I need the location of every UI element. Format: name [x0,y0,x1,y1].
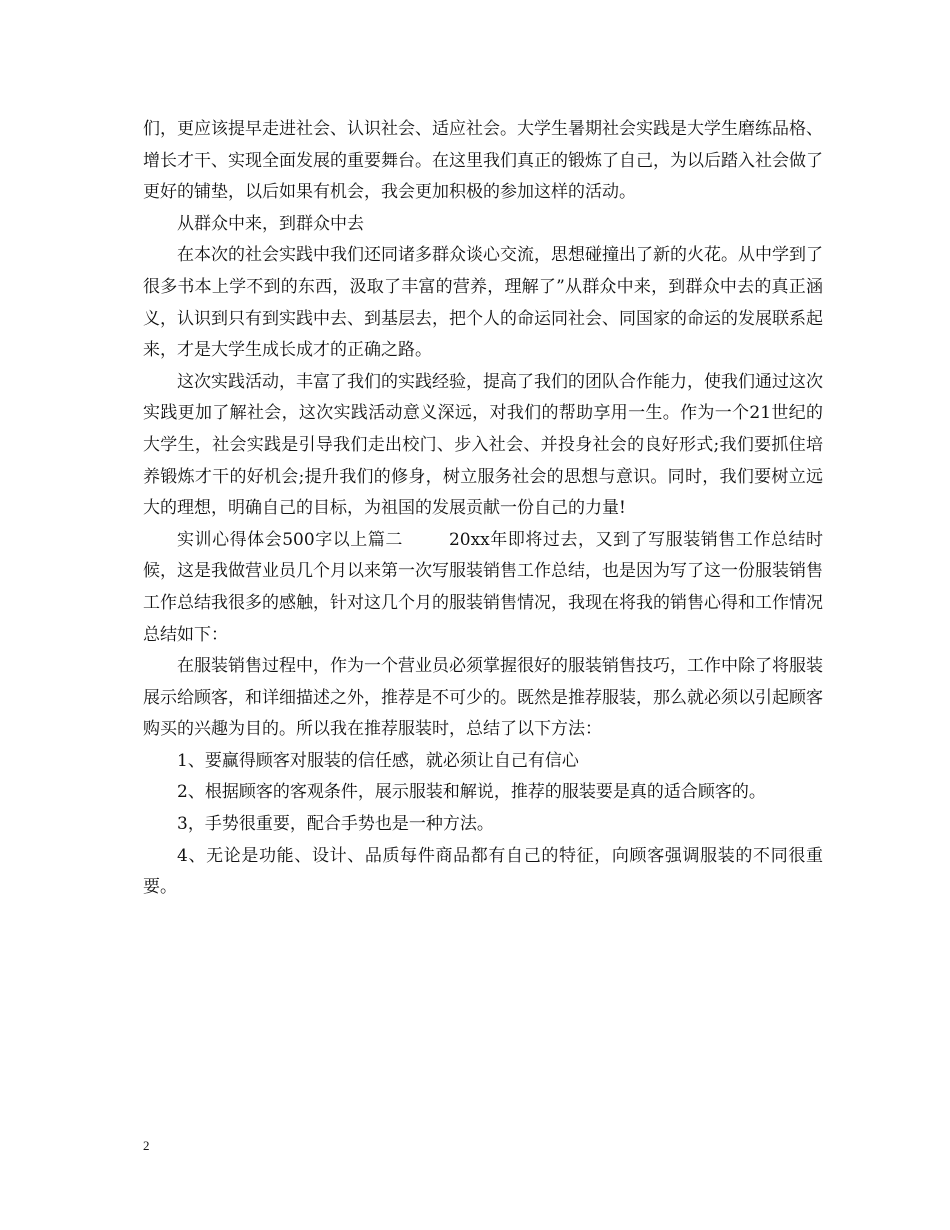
paragraph-1: 们，更应该提早走进社会、认识社会、适应社会。大学生暑期社会实践是大学生磨练品格、增长才干、实现全面发展的重要舞台。在这里我们真正的锻炼了自己，为以后踏入社会做了更好的铺垫，以后如果有机会，我会更加积极的参加这样的活动。 [143,119,823,203]
paragraph-4: 这次实践活动，丰富了我们的实践经验，提高了我们的团队合作能力，使我们通过这次实践更加了解社会，这次实践活动意义深远，对我们的帮助享用一生。作为一个21世纪的大学生，社会实践是引导我们走出校门、步入社会、并投身社会的良好形式;我们要抓住培养锻炼才干的好机会;提升我们的修身，树立服务社会的思想与意识。同时，我们要树立远大的理想，明确自己的目标，为祖国的发展贡献一份自己的力量! [143,371,823,519]
paragraph-3: 在本次的社会实践中我们还同诸多群众谈心交流，思想碰撞出了新的火花。从中学到了很多书本上学不到的东西，汲取了丰富的营养，理解了”从群众中来，到群众中去的真正涵义，认识到只有到实践中去、到基层去，把个人的命运同社会、同国家的命运的发展联系起来，才是大学生成长成才的正确之路。 [143,245,823,361]
paragraph-6: 在服装销售过程中，作为一个营业员必须掌握很好的服装销售技巧，工作中除了将服装展示给顾客，和详细描述之外，推荐是不可少的。既然是推荐服装，那么就必须以引起顾客购买的兴趣为目的。所以我在推荐服装时，总结了以下方法： [143,656,823,740]
section-heading-mass-line: 从群众中来，到群众中去 [177,213,364,234]
paragraph-5-text: 20xx年即将过去，又到了写服装销售工作总结时候，这是我做营业员几个月以来第一次写服装销售工作总结，也是因为写了这一份服装销售工作总结我很多的感触，针对这几个月的服装销售情况，我现在将我的销售心得和工作情况总结如下： [143,529,823,645]
article-heading: 实训心得体会500字以上篇二 [177,529,403,550]
list-item-3: 3，手势很重要，配合手势也是一种方法。 [177,814,494,835]
list-item-2: 2、根据顾客的客观条件，展示服装和解说，推荐的服装要是真的适合顾客的。 [177,782,766,803]
list-item-1: 1、要赢得顾客对服装的信任感，就必须让自己有信心 [177,750,579,771]
page-number: 2 [143,1138,150,1153]
document-body [143,114,823,904]
paragraph-5 [143,525,823,651]
list-item-4: 4、无论是功能、设计、品质每件商品都有自己的特征，向顾客强调服装的不同很重要。 [143,845,823,898]
